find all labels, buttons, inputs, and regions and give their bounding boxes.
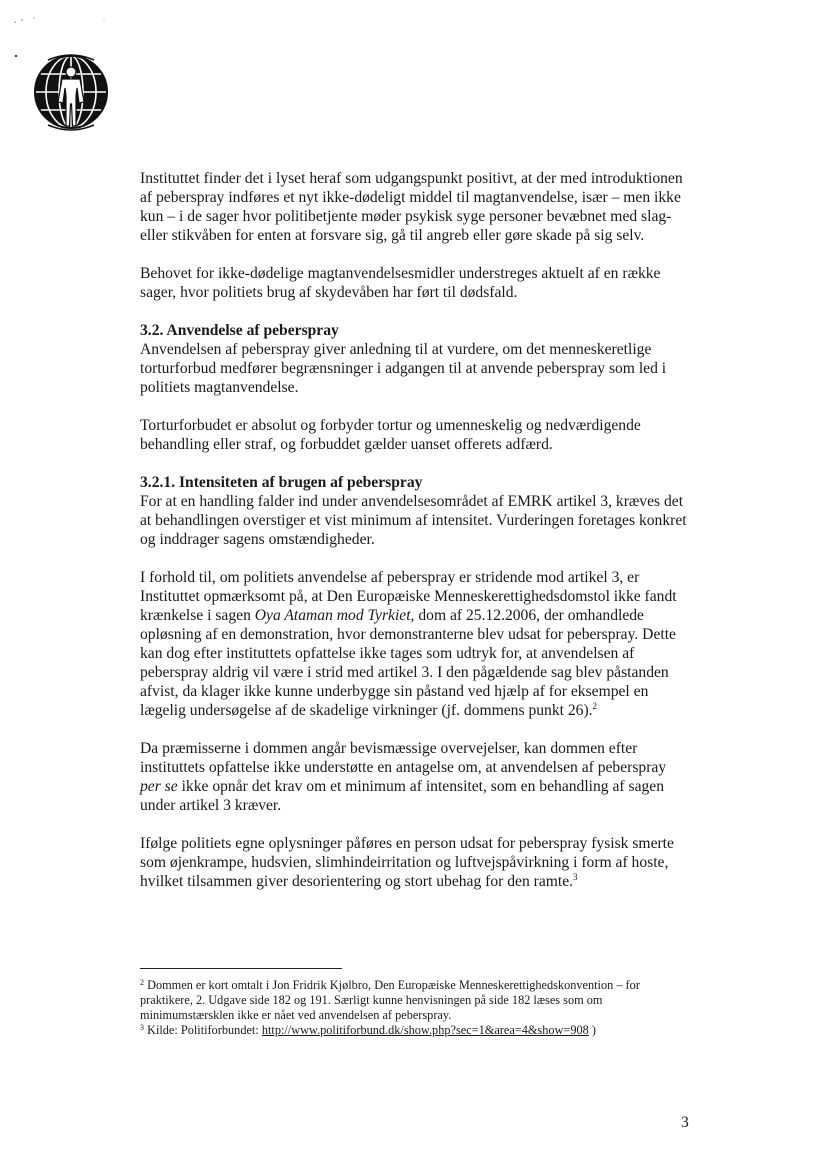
footnote-2-text: Dommen er kort omtalt i Jon Fridrik Kjølbro, Den Europæiske Menneskerettighedskonvention – for praktikere, 2. Udgave side 182 og 191. Særligt kunne henvisningen på side 182 læses som om minimumstærsklen ikke er nået ved anvendelsen af peberspray.	[140, 978, 640, 1022]
footnote-3-number: 3	[140, 1023, 144, 1032]
footnote-divider	[140, 968, 342, 969]
paragraph-need: Behovet for ikke-dødelige magtanvendelsesmidler understreges aktuelt af en række sager, hvor politiets brug af skydevåben har ført til dødsfald.	[140, 265, 661, 301]
per-se-term: per se	[140, 778, 178, 795]
case-law-text-b: , dom af 25.12.2006, der omhandlede opløsning af en demonstration, hvor demonstranterne blev udsat for peberspray. Dette kan dog efter instituttets opfattelse ikke tages som udtryk for, at anvendelsen af peberspray aldrig vil være i strid med artikel 3. I den pågældende sag blev påstanden afvist, da klager ikke kunne underbygge sin påstand ved hjælp af for eksempel en lægelig undersøgelse af de skadelige virkninger (jf. dommens punkt 26).	[140, 607, 676, 719]
paragraph-case-law	[140, 568, 690, 720]
footnote-ref-2[interactable]: 2	[592, 701, 598, 711]
paragraph-evidence	[140, 739, 690, 815]
footnote-3-text: Kilde: Politiforbundet:	[144, 1023, 262, 1037]
footnote-2-number: 2	[140, 978, 144, 987]
case-law-text-a: I forhold til, om politiets anvendelse af peberspray er stridende mod artikel 3, er Instituttet opmærksomt på, at Den Europæiske Menneskerettighedsdomstol ikke fandt krænkelse i sagen	[140, 569, 677, 624]
police-info-text: Ifølge politiets egne oplysninger påføres en person udsat for peberspray fysisk smerte som øjenkrampe, hudsvien, slimhindeirritation og luftvejspåvirkning i form af hoste, hvilket tilsammen giver desorientering og stort ubehag for den ramte.	[140, 835, 674, 890]
scan-specks	[8, 8, 128, 58]
body-text	[140, 169, 690, 910]
heading-3-2-1: 3.2.1. Intensiteten af brugen af peberspray	[140, 474, 423, 491]
footnote-3	[140, 1023, 692, 1038]
paragraph-torture-ban-assessment: Anvendelsen af peberspray giver anledning til at vurdere, om det menneskeretlige torturforbud medfører begrænsninger i adgangen til at anvende peberspray som led i politiets magtanvendelse.	[140, 341, 667, 396]
evidence-text-a: Da præmisserne i dommen angår bevismæssige overvejelser, kan dommen efter instituttets opfattelse ikke understøtte en antagelse om, at anvendelsen af peberspray	[140, 740, 667, 776]
politiforbund-link[interactable]: http://www.politiforbund.dk/show.php?sec=1&area=4&show=908	[261, 1023, 589, 1037]
footnotes	[140, 978, 692, 1038]
paragraph-torture-ban-absolute: Torturforbudet er absolut og forbyder tortur og umenneskelig og nedværdigende behandling eller straf, og forbuddet gælder uanset offerets adfærd.	[140, 417, 641, 453]
footnote-3-end: )	[588, 1023, 596, 1037]
evidence-text-b: ikke opnår det krav om et minimum af intensitet, som en behandling af sagen under artikel 3 kræver.	[140, 778, 665, 814]
paragraph-minimum-intensity: For at en handling falder ind under anvendelsesområdet af EMRK artikel 3, kræves det at behandlingen overstiger et vist minimum af intensitet. Vurderingen foretages konkret og inddrager sagens omstændigheder.	[140, 493, 687, 548]
footnote-2	[140, 978, 692, 1023]
human-figure-globe-logo-icon	[28, 52, 114, 132]
paragraph-intro: Instituttet finder det i lyset heraf som udgangspunkt positivt, at der med introduktionen af peberspray indføres et nyt ikke-dødeligt middel til magtanvendelse, især – men ikke kun – i de sager hvor politibetjente møder psykisk syge personer bevæbnet med slag- eller stikvåben for enten at forsvare sig, gå til angreb eller gøre skade på sig selv.	[140, 170, 683, 244]
footnote-ref-3[interactable]: 3	[573, 872, 578, 882]
page-number: 3	[681, 1114, 689, 1131]
heading-3-2: 3.2. Anvendelse af peberspray	[140, 322, 339, 339]
paragraph-police-info	[140, 834, 690, 891]
case-name: Oya Ataman mod Tyrkiet	[254, 607, 411, 624]
